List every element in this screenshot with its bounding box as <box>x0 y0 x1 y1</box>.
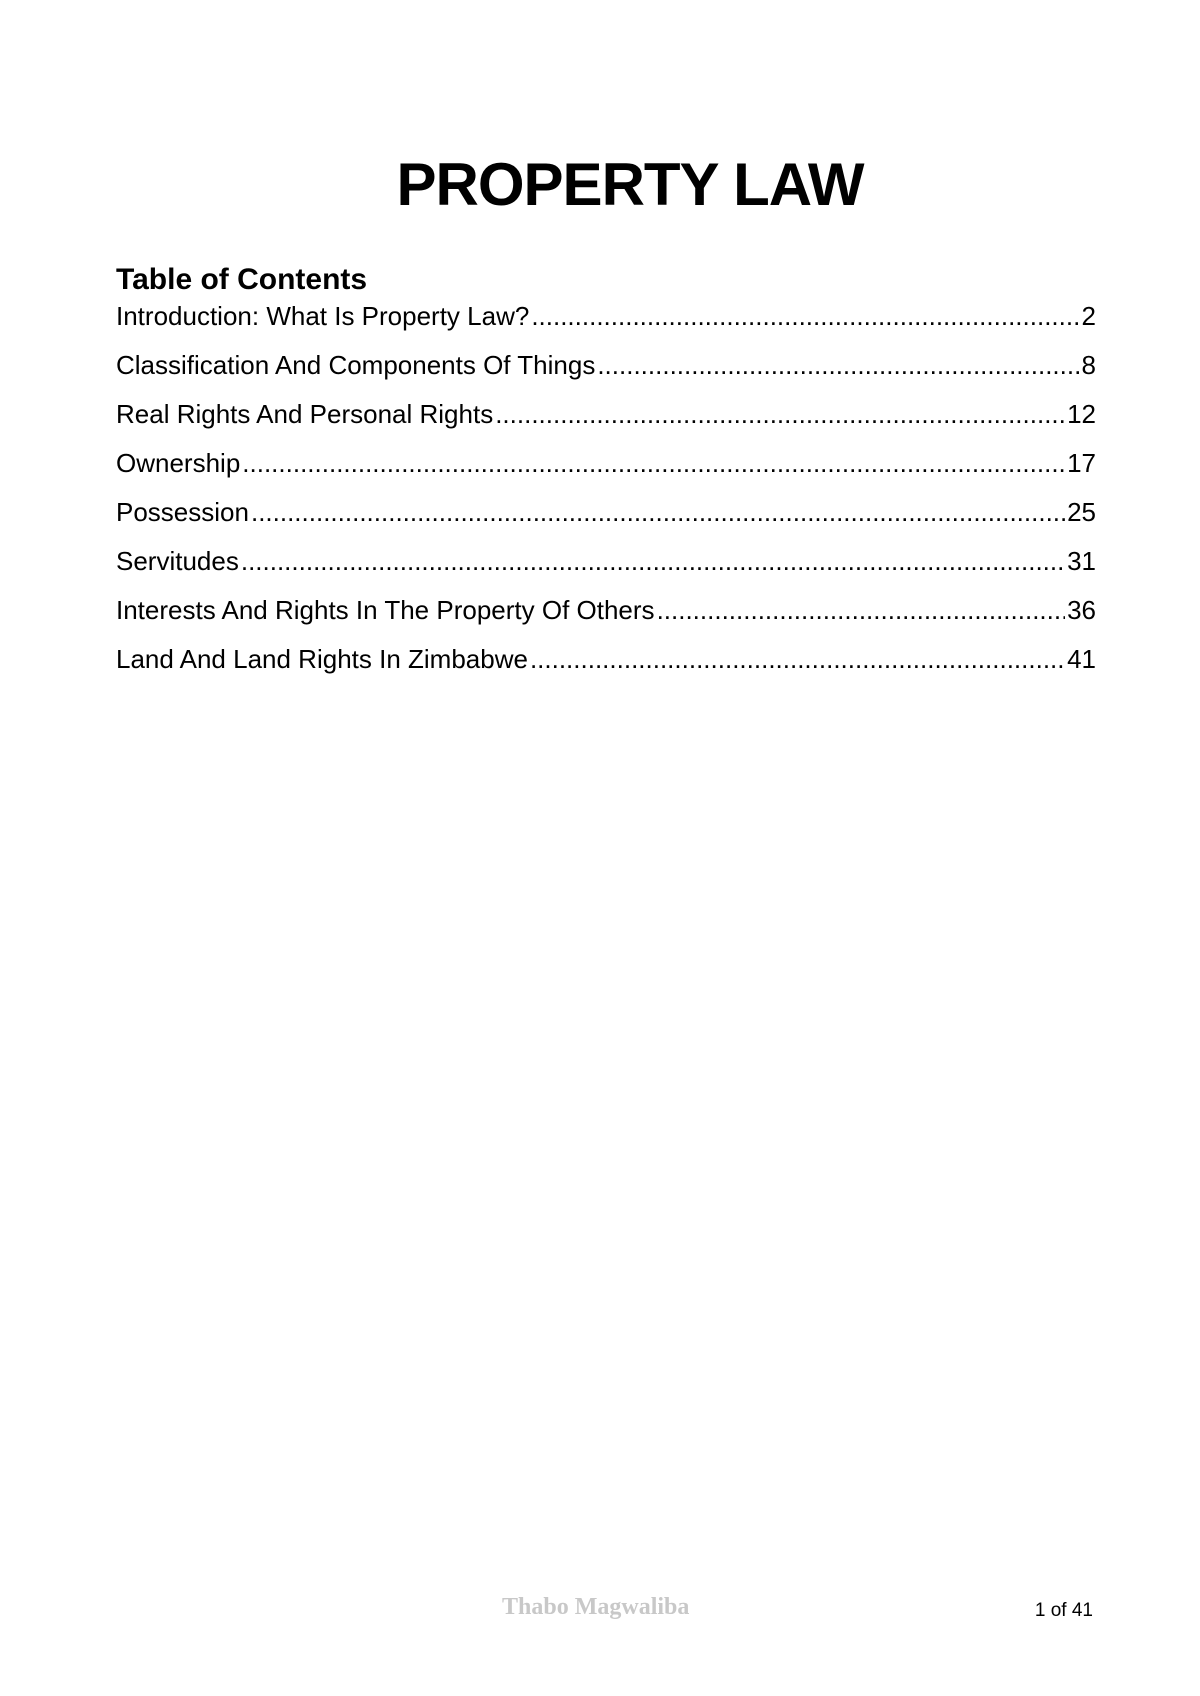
toc-entry-title: Servitudes <box>116 546 239 576</box>
dot-leader <box>597 349 1079 381</box>
toc-entry-page: 12 <box>1067 399 1096 429</box>
toc-heading: Table of Contents <box>116 262 368 296</box>
toc-entry-title: Introduction: What Is Property Law? <box>116 301 530 331</box>
toc-entry-title: Land And Land Rights In Zimbabwe <box>116 644 528 674</box>
toc-entry-title: Ownership <box>116 448 241 478</box>
author-watermark: Thabo Magwaliba <box>502 1594 690 1620</box>
toc-entry-interests[interactable] <box>116 594 1096 643</box>
toc-entry-ownership[interactable] <box>116 447 1096 496</box>
toc-entry-real-rights[interactable] <box>116 398 1096 447</box>
toc-entry-title: Interests And Rights In The Property Of Others <box>116 595 655 625</box>
toc-entry-servitudes[interactable] <box>116 545 1096 594</box>
dot-leader <box>657 594 1066 626</box>
toc-entry-page: 36 <box>1067 595 1096 625</box>
table-of-contents <box>116 300 1096 692</box>
toc-entry-page: 8 <box>1081 350 1096 380</box>
dot-leader <box>251 496 1065 528</box>
toc-entry-page: 2 <box>1081 301 1096 331</box>
dot-leader <box>495 398 1065 430</box>
page-indicator: 1 of 41 <box>1034 1600 1093 1621</box>
dot-leader <box>530 643 1065 675</box>
dot-leader <box>531 300 1079 332</box>
dot-leader <box>242 447 1065 479</box>
page-title: PROPERTY LAW <box>396 151 864 219</box>
toc-entry-title: Possession <box>116 497 249 527</box>
toc-entry-title: Classification And Components Of Things <box>116 350 596 380</box>
toc-entry-title: Real Rights And Personal Rights <box>116 399 494 429</box>
toc-entry-possession[interactable] <box>116 496 1096 545</box>
toc-entry-land-rights[interactable] <box>116 643 1096 692</box>
toc-entry-page: 25 <box>1067 497 1096 527</box>
toc-entry-introduction[interactable] <box>116 300 1096 349</box>
toc-entry-classification[interactable] <box>116 349 1096 398</box>
toc-entry-page: 17 <box>1067 448 1096 478</box>
toc-entry-page: 41 <box>1067 644 1096 674</box>
dot-leader <box>241 545 1065 577</box>
toc-entry-page: 31 <box>1067 546 1096 576</box>
